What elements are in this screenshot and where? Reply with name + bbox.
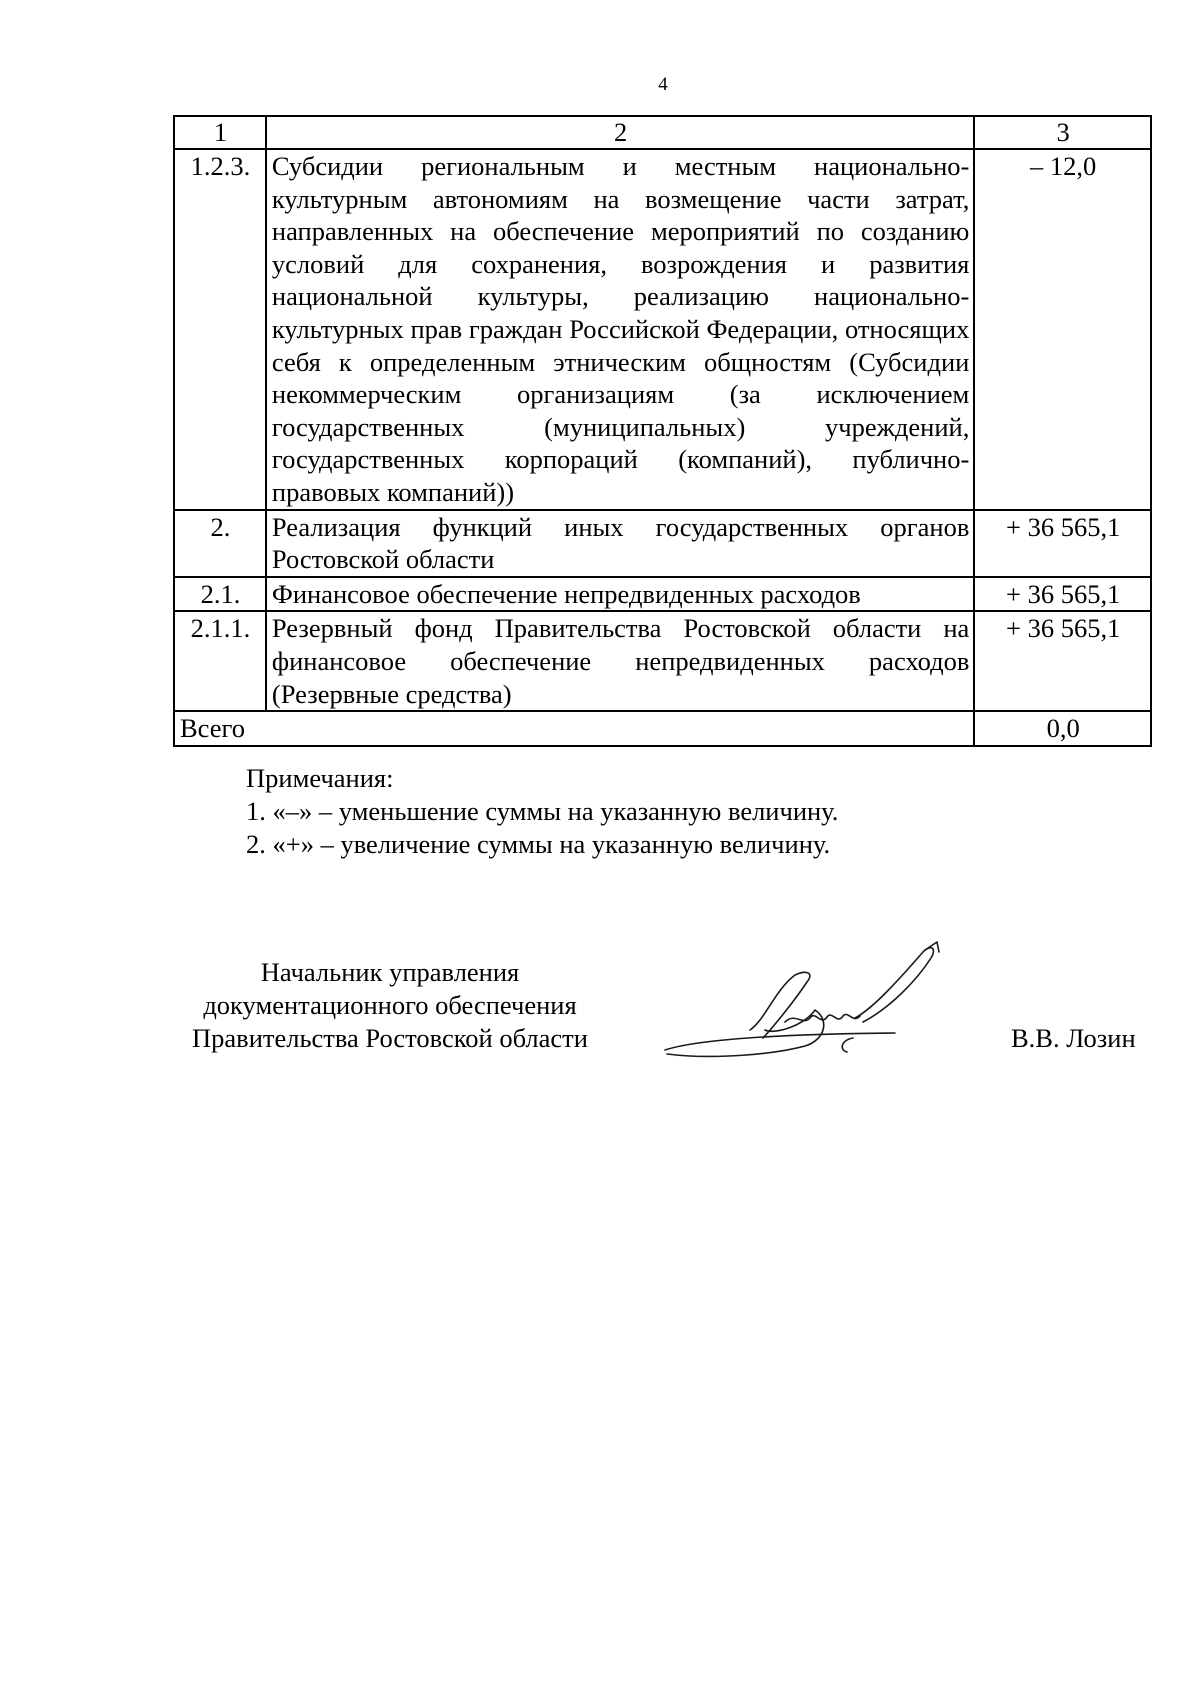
row-number: 1.2.3. [174,149,266,510]
notes-section [246,762,838,861]
page-number: 4 [658,74,668,95]
header-cell-col2: 2 [266,116,974,149]
total-value: 0,0 [974,711,1151,746]
notes-title: Примечания: [246,763,394,793]
signer-position-line: Начальник управления [260,957,520,987]
budget-changes-table [173,115,1152,747]
row-description: Резервный фонд Правительства Ростовской области на финансовое обеспечение непредвиденных расходов (Резервные средства) [266,611,974,711]
table-header-row [174,116,1151,149]
table-total-row [174,711,1151,746]
table-row [174,149,1151,510]
table-row [174,577,1151,612]
row-description: Субсидии региональным и местным национально-культурным автономиям на возмещение части затрат, направленных на обеспечение мероприятий по созданию условий для сохранения, возрождения и развития национальной культуры, реализацию национально-культурных прав граждан Российской Федерации, относящих себя к определенным этническим общностям (Субсидии некоммерческим организациям (за исключением государственных (муниципальных) учреждений, государственных корпораций (компаний), публично-правовых компаний)) [266,149,974,510]
signer-position-line: Правительства Ростовской области [192,1023,588,1053]
row-value: – 12,0 [974,149,1151,510]
signer-position-line: документационного обеспечения [203,990,577,1020]
row-number: 2.1.1. [174,611,266,711]
row-number: 2.1. [174,577,266,612]
handwritten-signature [655,930,985,1070]
row-value: + 36 565,1 [974,510,1151,577]
header-cell-col1: 1 [174,116,266,149]
row-description: Реализация функций иных государственных органов Ростовской области [266,510,974,577]
signer-name: В.В. Лозин [1011,1023,1136,1053]
row-value: + 36 565,1 [974,577,1151,612]
note-item: 1. «–» – уменьшение суммы на указанную величину. [246,796,839,826]
row-value: + 36 565,1 [974,611,1151,711]
table-row [174,611,1151,711]
total-label: Всего [174,711,974,746]
table-row [174,510,1151,577]
row-description: Финансовое обеспечение непредвиденных расходов [266,577,974,612]
note-item: 2. «+» – увеличение суммы на указанную величину. [246,829,831,859]
header-cell-col3: 3 [974,116,1151,149]
row-number: 2. [174,510,266,577]
signer-position [170,956,610,1055]
